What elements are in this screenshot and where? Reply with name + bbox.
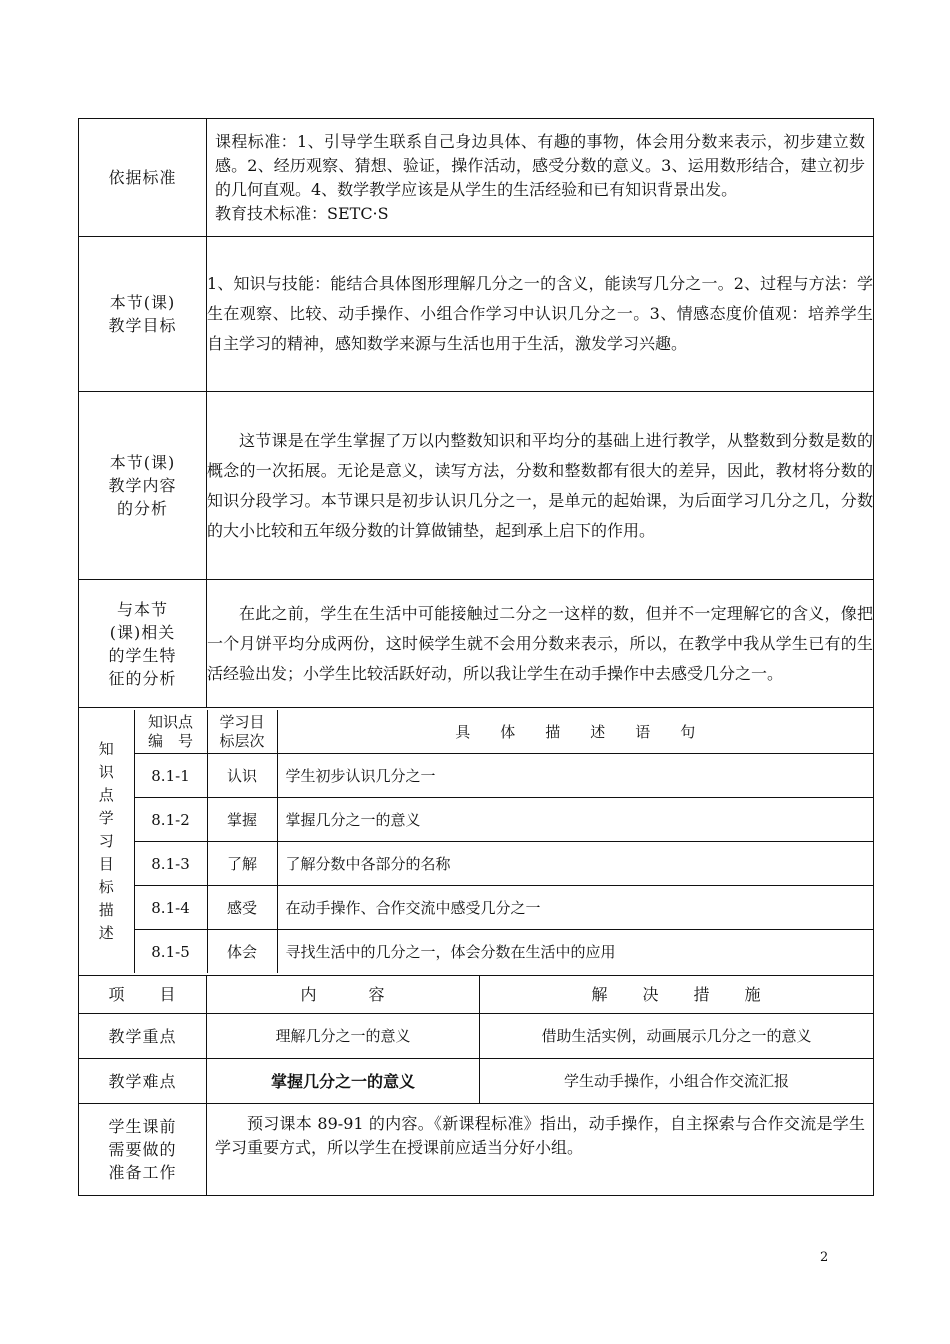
students-text: 在此之前，学生在生活中可能接触过二分之一这样的数，但并不一定理解它的含义，像把一个月饼平均分成两份，这时候学生就不会用分数来表示，所以，在教学中我从学生已有的生活经验出发；小学生比较活跃好动，所以我让学生在动手操作中去感受几分之一。 xyxy=(207,580,874,708)
side-char: 述 xyxy=(98,924,114,942)
basis-row xyxy=(79,119,874,237)
side-char: 描 xyxy=(98,901,114,919)
knowledge-row xyxy=(79,708,874,976)
basis-label: 依据标准 xyxy=(79,119,207,237)
students-label-line: 征的分析 xyxy=(108,668,177,688)
knowledge-desc: 掌握几分之一的意义 xyxy=(277,798,873,842)
content-text: 这节课是在学生掌握了万以内整数知识和平均分的基础上进行教学，从整数到分数是数的概念的一次拓展。无论是意义，读写方法，分数和整数都有很大的差异，因此，教材将分数的知识分段学习。本节课只是初步认识几分之一，是单元的起始课，为后面学习几分之几，分数的大小比较和五年级分数的计算做铺垫，起到承上启下的作用。 xyxy=(207,392,874,580)
side-char: 目 xyxy=(98,855,114,873)
students-label xyxy=(79,580,207,708)
side-char: 知 xyxy=(98,740,114,758)
knowledge-desc: 学生初步认识几分之一 xyxy=(277,754,873,798)
header-goal-level xyxy=(207,710,277,754)
goals-label xyxy=(79,237,207,392)
knowledge-id: 8.1-5 xyxy=(134,930,207,974)
knowledge-desc: 了解分数中各部分的名称 xyxy=(277,842,873,886)
students-label-line: 与本节 xyxy=(116,599,168,619)
knowledge-level: 了解 xyxy=(207,842,277,886)
side-char: 标 xyxy=(98,878,114,896)
difficulty-measure: 学生动手操作，小组合作交流汇报 xyxy=(480,1059,874,1104)
students-row xyxy=(79,580,874,708)
students-label-line: 的学生特 xyxy=(108,645,177,665)
knowledge-side-label xyxy=(79,710,134,974)
side-char: 学 xyxy=(98,809,114,827)
key-point-label: 教学重点 xyxy=(79,1014,207,1059)
prep-label xyxy=(79,1104,207,1196)
goals-label-line: 本节(课) xyxy=(109,293,176,312)
key-point-row xyxy=(79,1014,874,1059)
side-char: 点 xyxy=(98,786,114,804)
header-id-line: 编 号 xyxy=(147,731,193,750)
prep-label-line: 需要做的 xyxy=(108,1140,177,1159)
header-id-line: 知识点 xyxy=(147,712,193,731)
knowledge-id: 8.1-4 xyxy=(134,886,207,930)
basis-text-cell xyxy=(207,119,874,237)
prep-label-line: 准备工作 xyxy=(108,1163,177,1182)
page-number: 2 xyxy=(820,1250,829,1265)
side-char: 识 xyxy=(98,763,114,781)
content-label-line: 的分析 xyxy=(116,499,168,518)
side-char: 习 xyxy=(98,832,114,850)
goals-label-line: 教学目标 xyxy=(108,316,177,335)
difficulty-row xyxy=(79,1059,874,1104)
lesson-plan-page xyxy=(78,118,873,1196)
difficulty-label: 教学难点 xyxy=(79,1059,207,1104)
header-content: 内 容 xyxy=(207,976,480,1014)
knowledge-level: 认识 xyxy=(207,754,277,798)
difficulty-content: 掌握几分之一的意义 xyxy=(207,1059,480,1104)
header-level-line: 学习目 xyxy=(219,712,265,731)
knowledge-id: 8.1-2 xyxy=(134,798,207,842)
goals-text: 1、知识与技能：能结合具体图形理解几分之一的含义，能读写几分之一。2、过程与方法：学生在观察、比较、动手操作、小组合作学习中认识几分之一。3、情感态度价值观：培养学生自主学习的精神，感知数学来源与生活也用于生活，激发学习兴趣。 xyxy=(207,237,874,392)
knowledge-desc: 寻找生活中的几分之一，体会分数在生活中的应用 xyxy=(277,930,873,974)
content-label-line: 本节(课) xyxy=(109,453,176,472)
content-label xyxy=(79,392,207,580)
knowledge-level: 感受 xyxy=(207,886,277,930)
knowledge-id: 8.1-1 xyxy=(134,754,207,798)
key-point-content: 理解几分之一的意义 xyxy=(207,1014,480,1059)
knowledge-cell xyxy=(79,708,874,976)
knowledge-level: 掌握 xyxy=(207,798,277,842)
basis-standard-text: 课程标准：1、引导学生联系自己身边具体、有趣的事物，体会用分数来表示，初步建立数感。2、经历观察、猜想、验证，操作活动，感受分数的意义。3、运用数形结合，建立初步的几何直观。4、数学教学应该是从学生的生活经验和已有知识背景出发。 xyxy=(215,131,866,199)
basis-tech-standard: 教育技术标准：SETC·S xyxy=(215,203,389,223)
header-description: 具 体 描 述 语 句 xyxy=(277,710,873,754)
header-measure: 解 决 措 施 xyxy=(480,976,874,1014)
items-header-row xyxy=(79,976,874,1014)
lesson-plan-table xyxy=(78,118,874,1196)
knowledge-level: 体会 xyxy=(207,930,277,974)
header-level-line: 标层次 xyxy=(219,731,265,750)
content-row xyxy=(79,392,874,580)
content-label-line: 教学内容 xyxy=(108,476,177,495)
knowledge-desc: 在动手操作、合作交流中感受几分之一 xyxy=(277,886,873,930)
header-item: 项 目 xyxy=(79,976,207,1014)
prep-text: 预习课本 89-91 的内容。《新课程标准》指出，动手操作，自主探索与合作交流是学生学习重要方式，所以学生在授课前应适当分好小组。 xyxy=(207,1104,874,1196)
key-point-measure: 借助生活实例，动画展示几分之一的意义 xyxy=(480,1014,874,1059)
prep-row xyxy=(79,1104,874,1196)
knowledge-id: 8.1-3 xyxy=(134,842,207,886)
header-knowledge-id xyxy=(134,710,207,754)
students-label-line: (课)相关 xyxy=(109,622,176,642)
prep-label-line: 学生课前 xyxy=(108,1117,177,1136)
goals-row xyxy=(79,237,874,392)
knowledge-table xyxy=(79,710,873,974)
